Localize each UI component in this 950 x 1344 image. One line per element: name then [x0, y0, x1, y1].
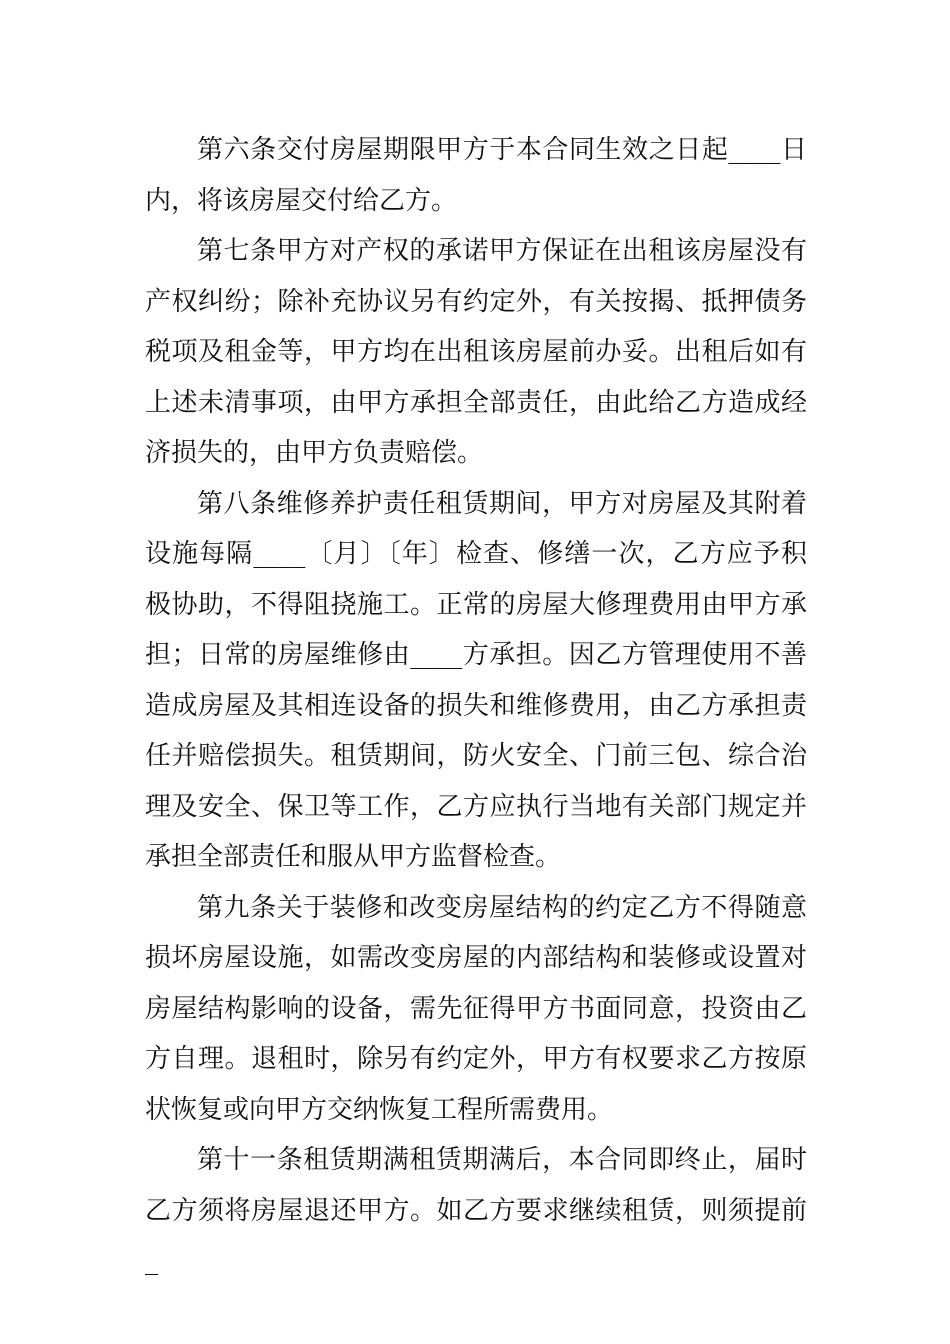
paragraph-article-6: 第六条交付房屋期限甲方于本合同生效之日起____日内，将该房屋交付给乙方。: [145, 135, 807, 216]
paragraph-article-11: 第十一条租赁期满租赁期满后，本合同即终止，届时乙方须将房屋退还甲方。如乙方要求继续租赁，则须提前_: [145, 1145, 807, 1276]
paragraph-article-9: 第九条关于装修和改变房屋结构的约定乙方不得随意损坏房屋设施，如需改变房屋的内部结构和装修或设置对房屋结构影响的设备，需先征得甲方书面同意，投资由乙方自理。退租时，除另有约定外，甲方有权要求乙方按原状恢复或向甲方交纳恢复工程所需费用。: [145, 892, 807, 1125]
paragraph-article-7: 第七条甲方对产权的承诺甲方保证在出租该房屋没有产权纠纷；除补充协议另有约定外，有关按揭、抵押债务税项及租金等，甲方均在出租该房屋前办妥。出租后如有上述未清事项，由甲方承担全部责任，由此给乙方造成经济损失的，由甲方负责赔偿。: [145, 236, 807, 468]
document-page: [145, 125, 807, 1287]
paragraph-article-8: 第八条维修养护责任租赁期间，甲方对房屋及其附着设施每隔____〔月〕〔年〕检查、修缮一次，乙方应予积极协助，不得阻挠施工。正常的房屋大修理费用由甲方承担；日常的房屋维修由____方承担。因乙方管理使用不善造成房屋及其相连设备的损失和维修费用，由乙方承担责任并赔偿损失。租赁期间，防火安全、门前三包、综合治理及安全、保卫等工作，乙方应执行当地有关部门规定并承担全部责任和服从甲方监督检查。: [145, 488, 807, 872]
